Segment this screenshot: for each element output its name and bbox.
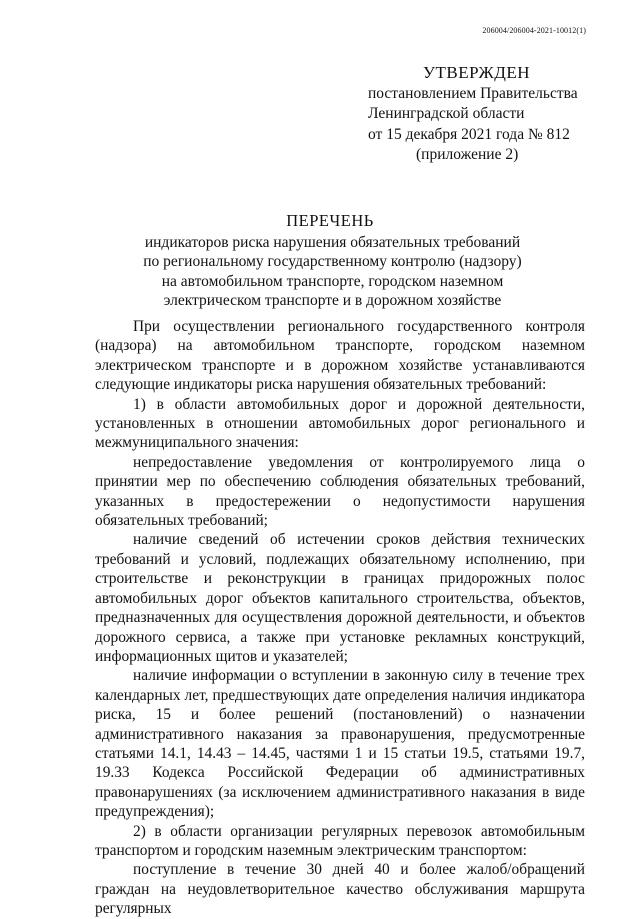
title-block <box>0 211 640 311</box>
document-code: 206004/206004-2021-10012(1) <box>482 26 586 35</box>
body-paragraph: наличие сведений об истечении сроков действия технических требований и условий, подлежащих обязательному исполнению, при строительстве и реконструкции в границах придорожных полос автомобильных дорог объектов капитального строительства, объектов, предназначенных для осуществления дорожной деятельности, и объектов дорожного сервиса, а также при установке рекламных конструкций, информационных щитов и указателей; <box>95 531 585 665</box>
approval-line-2: Ленинградской области <box>368 105 525 122</box>
approved-heading: УТВЕРЖДЕН <box>423 63 530 82</box>
body-paragraph: наличие информации о вступлении в законную силу в течение трех календарных лет, предшествующих дате определения наличия индикатора риска, 15 и более решений (постановлений) о назначении административного наказания за правонарушения, предусмотренные статьями 14.1, 14.43 – 14.45, частями 1 и 15 статьи 19.5, статьями 19.7, 19.33 Кодекса Российской Федерации об административных правонарушениях (за исключением административного наказания в виде предупреждения); <box>95 667 585 821</box>
approval-appendix: (приложение 2) <box>416 146 519 163</box>
body-paragraph: 1) в области автомобильных дорог и дорожной деятельности, установленных в отношении автомобильных дорог регионального и межмуниципального значения: <box>95 395 585 452</box>
approval-line-1: постановлением Правительства <box>368 84 578 102</box>
body-paragraph: непредоставление уведомления от контролируемого лица о принятии мер по обеспечению соблюдения обязательных требований, указанных в предостережении о недопустимости нарушения обязательных требований; <box>95 453 585 530</box>
body-paragraph: поступление в течение 30 дней 40 и более жалоб/обращений граждан на неудовлетворительное качество обслуживания маршрута регулярных <box>95 861 585 918</box>
body-paragraph: При осуществлении регионального государственного контроля (надзора) на автомобильном транспорте, городском наземном электрическом транспорте и в дорожном хозяйстве устанавливаются следующие индикаторы риска нарушения обязательных требований: <box>95 318 585 394</box>
body-paragraph: 2) в области организации регулярных перевозок автомобильным транспортом и городским наземным электрическим транспортом: <box>95 822 585 859</box>
approval-line-3: от 15 декабря 2021 года № 812 <box>368 125 570 143</box>
page-title: ПЕРЕЧЕНЬ <box>286 211 374 230</box>
approval-block <box>368 63 608 166</box>
document-body <box>95 317 585 919</box>
subtitle-line: по региональному государственному контролю (надзору) <box>143 253 522 270</box>
subtitle-line: индикаторов риска нарушения обязательных требований <box>144 233 521 251</box>
subtitle-line: на автомобильном транспорте, городском наземном <box>161 272 504 290</box>
subtitle-line: электрическом транспорте и в дорожном хозяйстве <box>163 292 502 309</box>
